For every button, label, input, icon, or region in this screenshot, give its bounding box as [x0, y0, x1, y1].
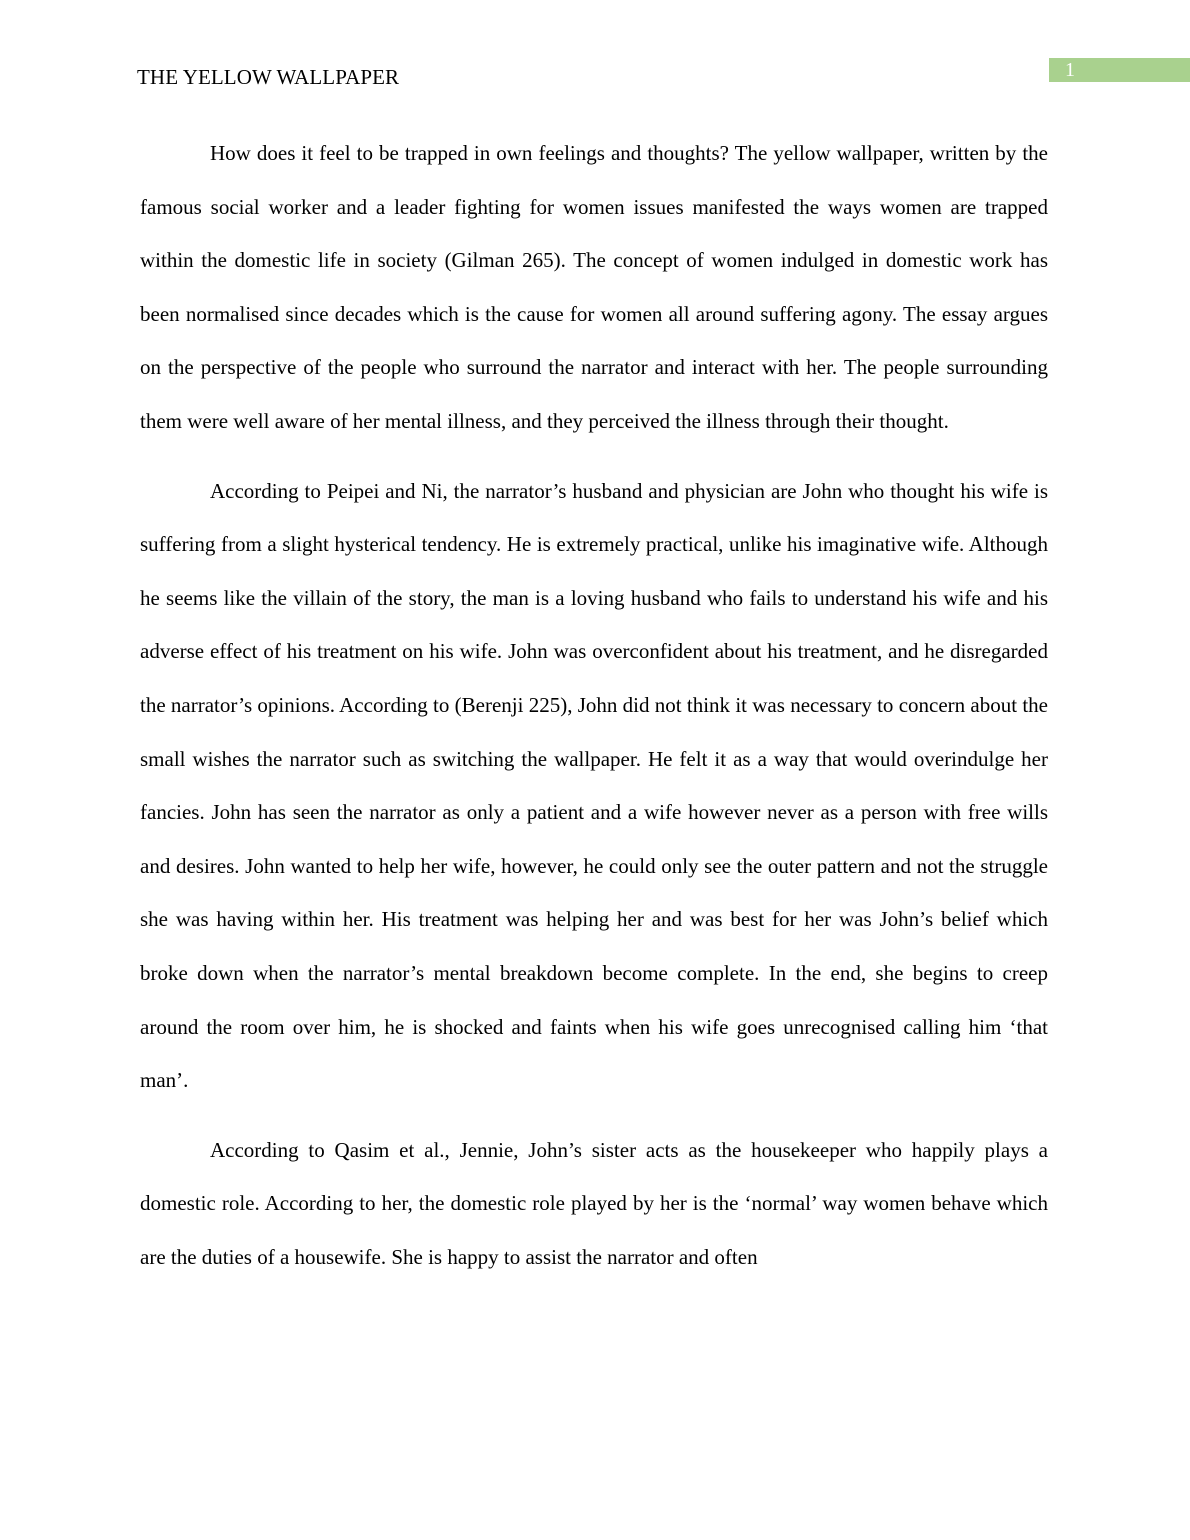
page-number: 1 — [1065, 59, 1075, 81]
paragraph-jennie: According to Qasim et al., Jennie, John’s sister acts as the housekeeper who happily plays a domestic role. According to her, the domestic role played by her is the ‘normal’ way women behave which are the duties of a housewife. She is happy to assist the narrator and often — [140, 1137, 1048, 1269]
paragraph-intro: How does it feel to be trapped in own feelings and thoughts? The yellow wallpaper, written by the famous social worker and a leader fighting for women issues manifested the ways women are trapped within the domestic life in society (Gilman 265). The concept of women indulged in domestic work has been normalised since decades which is the cause for women all around suffering agony. The essay argues on the perspective of the people who surround the narrator and interact with her. The people surrounding them were well aware of her mental illness, and they perceived the illness through their thought. — [140, 141, 1048, 433]
page-number-bar — [1049, 58, 1190, 82]
paragraph-john: According to Peipei and Ni, the narrator’s husband and physician are John who thought his wife is suffering from a slight hysterical tendency. He is extremely practical, unlike his imaginative wife. Although he seems like the villain of the story, the man is a loving husband who fails to understand his wife and his adverse effect of his treatment on his wife. John was overconfident about his treatment, and he disregarded the narrator’s opinions. According to (Berenji 225), John did not think it was necessary to concern about the small wishes the narrator such as switching the wallpaper. He felt it as a way that would overindulge her fancies. John has seen the narrator as only a patient and a wife however never as a person with free wills and desires. John wanted to help her wife, however, he could only see the outer pattern and not the struggle she was having within her. His treatment was helping her and was best for her was John’s belief which broke down when the narrator’s mental breakdown become complete. In the end, she begins to creep around the room over him, he is shocked and faints when his wife goes unrecognised calling him ‘that man’. — [140, 478, 1048, 1093]
document-body — [140, 127, 1048, 1300]
running-head: THE YELLOW WALLPAPER — [137, 65, 400, 89]
